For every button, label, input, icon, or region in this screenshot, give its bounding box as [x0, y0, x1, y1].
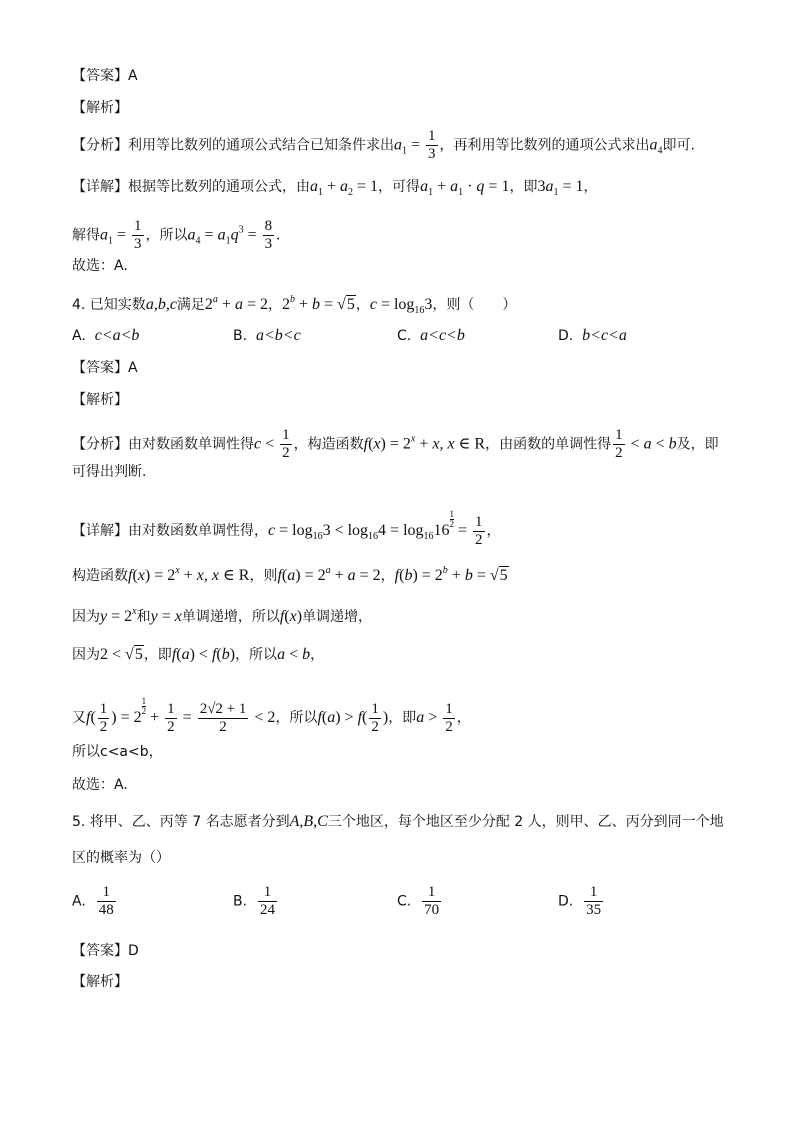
q5-option-c[interactable]: C. $\frac{1}{70}$ — [397, 884, 440, 918]
q5-option-d[interactable]: D. $\frac{1}{35}$ — [558, 884, 602, 918]
analysis-line-4b: 可得出判断. — [72, 464, 147, 480]
detail-line-4e: 又f( $\frac{1}{2}$ ) = 2 $\frac{1}{2}$ + $\frac{1}{2}$ = $\frac{2√2 + 1}{2}$ < 2，所以f(a) > f( $\frac{1}{2}$ )，即a > $\frac{1}{2}$ ， — [72, 696, 471, 735]
detail-line-4b: 构造函数$f(x) = 2^x + x$, x ∈ R，则$f(a) = 2^a + a = 2$，$f(b) = 2^b + b = √5$ — [72, 565, 508, 584]
q5-stem-line2: 区的概率为（） — [72, 850, 170, 866]
detail-line-3a: 【详解】根据等比数列的通项公式，由$a_1 + a_2 = 1$，可得$a_1 + a_1 \cdot q = 1$，即$3a_1 = 1$， — [72, 178, 598, 198]
q4-option-d[interactable]: D. b<c<a — [558, 327, 627, 344]
detail-line-4a: 【详解】由对数函数单调性得，$c = \log_{16}3 < \log_{16}4 = \log_{16}16$ $\frac{1}{2}$ = $\frac{1}{2}$ ， — [72, 509, 501, 548]
answer-label-3: 【答案】A — [72, 68, 138, 84]
q4-option-c[interactable]: C. a<c<b — [397, 327, 465, 344]
answer-label-5: 【答案】D — [72, 943, 139, 959]
q4-stem: 4. 已知实数a,b,c满足$2^a + a = 2$，$2^b + b = √5$，$c = \log_{16}3$，则（ ） — [72, 294, 517, 316]
choice-line-3: 故选：A. — [72, 258, 128, 274]
analysis-line-3: 【分析】利用等比数列的通项公式结合已知条件求出$a_1$ = $\frac{1}{3}$ ，再利用等比数列的通项公式求出$a_4$即可. — [72, 128, 695, 162]
q4-option-a[interactable]: A. c<a<b — [72, 327, 140, 344]
detail-line-4f: 所以c<a<b， — [72, 744, 163, 760]
q4-option-b[interactable]: B. a<b<c — [233, 327, 301, 344]
fraction-one-third: $\frac{1}{3}$ — [428, 128, 436, 162]
analysis-line-4: 【分析】由对数函数单调性得c < $\frac{1}{2}$ ，构造函数$f(x) = 2^x + x$, x ∈ R，由函数的单调性得 $\frac{1}{2}$ < a < b及，即 — [72, 427, 719, 461]
detail-line-3b: 解得$a_1$ = $\frac{1}{3}$ ，所以$a_4 = a_1q^3$ = $\frac{8}{3}$ . — [72, 218, 281, 252]
q5-option-b[interactable]: B. $\frac{1}{24}$ — [233, 884, 275, 918]
choice-line-4: 故选：A. — [72, 777, 128, 793]
detail-line-4d: 因为2 < √5，即f(a) < f(b)，所以a < b， — [72, 646, 325, 663]
analysis-label-3: 【解析】 — [72, 100, 128, 116]
q5-stem-line1: 5. 将甲、乙、丙等 7 名志愿者分到A,B,C三个地区，每个地区至少分配 2 人，则甲、乙、丙分到同一个地 — [72, 813, 724, 830]
answer-label-4: 【答案】A — [72, 360, 138, 376]
detail-line-4c: 因为$y = 2^x$和y = x单调递增，所以f(x)单调递增， — [72, 606, 373, 625]
analysis-label-5: 【解析】 — [72, 974, 128, 990]
q5-option-a[interactable]: A. $\frac{1}{48}$ — [72, 884, 114, 918]
analysis-label-4: 【解析】 — [72, 392, 128, 408]
